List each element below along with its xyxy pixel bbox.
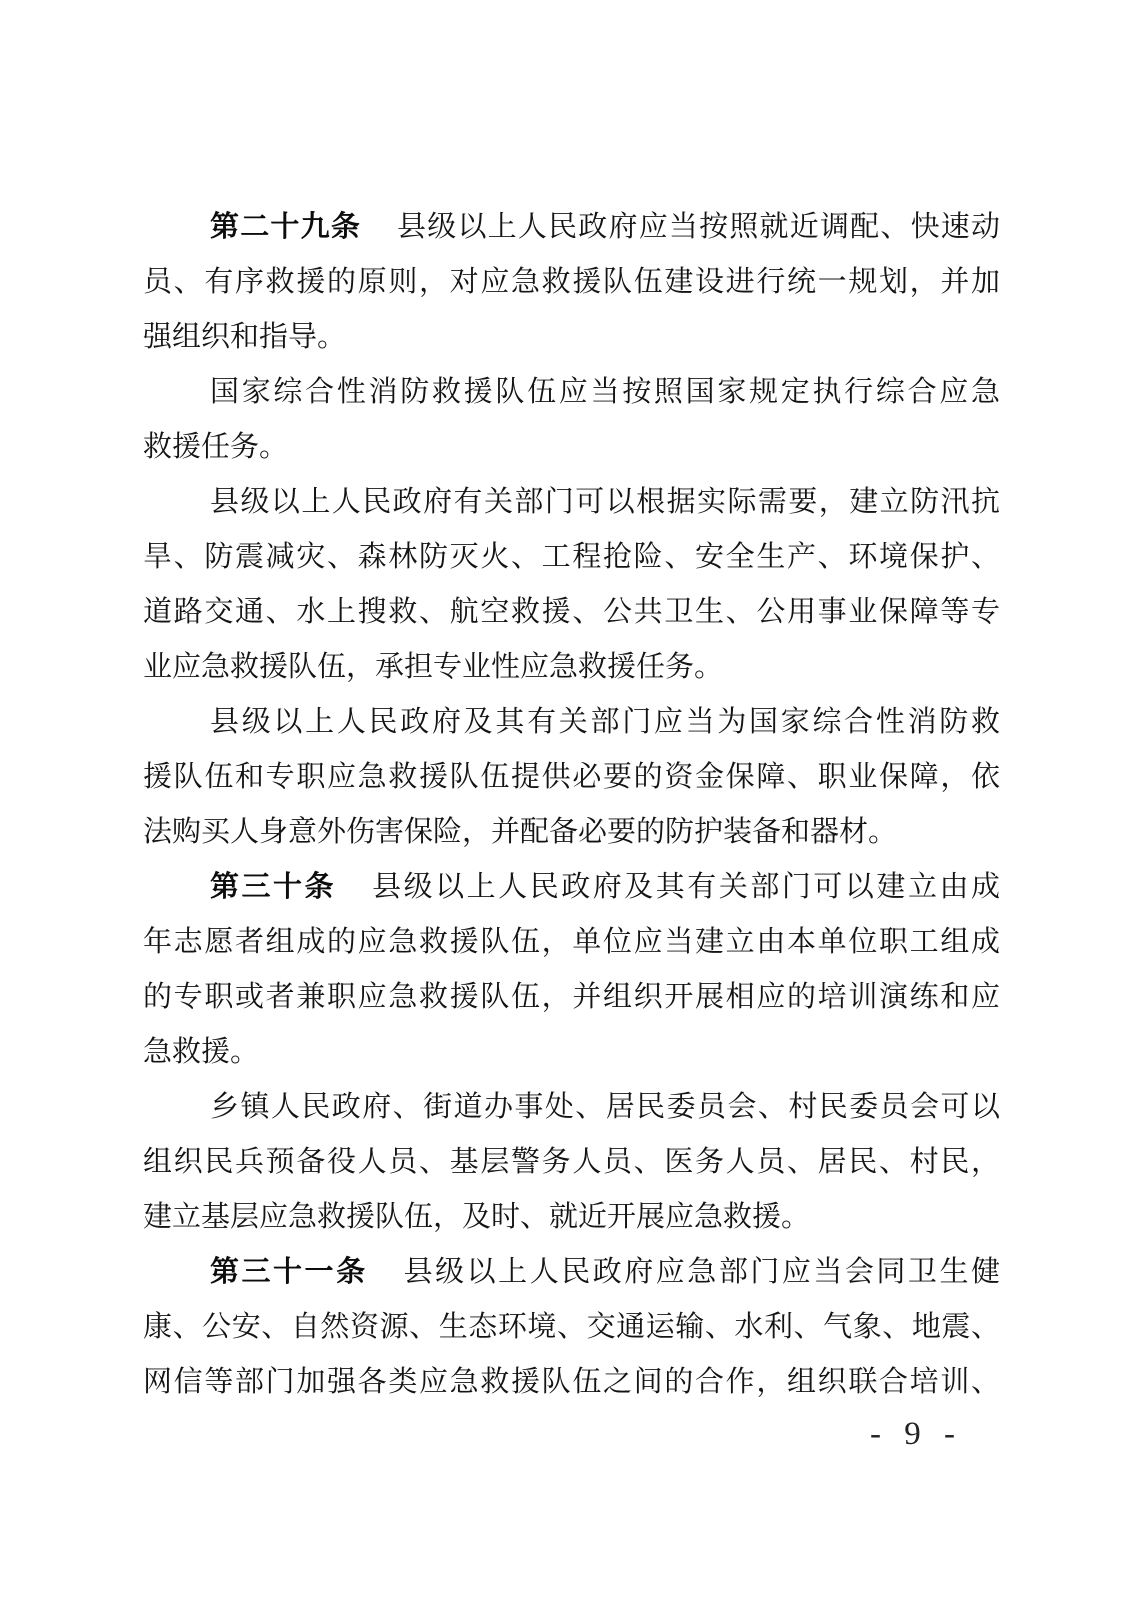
paragraph xyxy=(143,475,1000,695)
paragraph-article-29 xyxy=(143,200,1000,365)
paragraph-article-30 xyxy=(143,860,1000,1080)
text-line xyxy=(143,695,1000,750)
text-line xyxy=(143,475,1000,530)
text-line: 员、有序救援的原则，对应急救援队伍建设进行统一规划，并加 xyxy=(143,266,1000,298)
article-number: 第三十条 xyxy=(210,871,337,903)
article-number: 第三十一条 xyxy=(210,1256,368,1288)
article-number: 第二十九条 xyxy=(210,211,362,243)
text-line: 援队伍和专职应急救援队伍提供必要的资金保障、职业保障，依 xyxy=(143,761,1000,793)
text-line: 网信等部门加强各类应急救援队伍之间的合作，组织联合培训、 xyxy=(143,1366,1000,1398)
text-line: 的专职或者兼职应急救援队伍，并组织开展相应的培训演练和应 xyxy=(143,981,1000,1013)
text-line xyxy=(143,1245,1000,1300)
text-line xyxy=(143,200,1000,255)
text-line: 年志愿者组成的应急救援队伍，单位应当建立由本单位职工组成 xyxy=(143,926,1000,958)
line-text: 县级以上人民政府有关部门可以根据实际需要，建立防汛抗 xyxy=(210,486,1000,518)
line-text: 国家综合性消防救援队伍应当按照国家规定执行综合应急 xyxy=(210,376,1000,408)
line-text: 乡镇人民政府、街道办事处、居民委员会、村民委员会可以 xyxy=(210,1091,1000,1123)
text-line xyxy=(143,860,1000,915)
text-line: 法购买人身意外伤害保险，并配备必要的防护装备和器材。 xyxy=(143,816,898,848)
text-line: 业应急救援队伍，承担专业性应急救援任务。 xyxy=(143,651,724,683)
paragraph-article-31 xyxy=(143,1245,1000,1410)
text-line xyxy=(143,1080,1000,1135)
text-line: 建立基层应急救援队伍，及时、就近开展应急救援。 xyxy=(143,1201,811,1233)
text-line: 强组织和指导。 xyxy=(143,321,347,353)
text-line: 救援任务。 xyxy=(143,431,289,463)
text-line: 组织民兵预备役人员、基层警务人员、医务人员、居民、村民， xyxy=(143,1146,1000,1178)
text-block xyxy=(143,200,1000,1410)
text-line: 急救援。 xyxy=(143,1036,260,1068)
page-number: - 9 - xyxy=(870,1416,958,1452)
paragraph xyxy=(143,1080,1000,1245)
text-line: 旱、防震减灾、森林防灭火、工程抢险、安全生产、环境保护、 xyxy=(143,541,1000,573)
paragraph xyxy=(143,695,1000,860)
text-line: 道路交通、水上搜救、航空救援、公共卫生、公用事业保障等专 xyxy=(143,596,1000,628)
line-text: 县级以上人民政府应急部门应当会同卫生健 xyxy=(403,1256,1000,1288)
line-text: 县级以上人民政府及其有关部门应当为国家综合性消防救 xyxy=(210,706,1000,738)
text-line: 康、公安、自然资源、生态环境、交通运输、水利、气象、地震、 xyxy=(143,1311,1000,1343)
line-text: 县级以上人民政府应当按照就近调配、快速动 xyxy=(397,211,1000,243)
line-text: 县级以上人民政府及其有关部门可以建立由成 xyxy=(372,871,1000,903)
text-line xyxy=(143,365,1000,420)
paragraph xyxy=(143,365,1000,475)
